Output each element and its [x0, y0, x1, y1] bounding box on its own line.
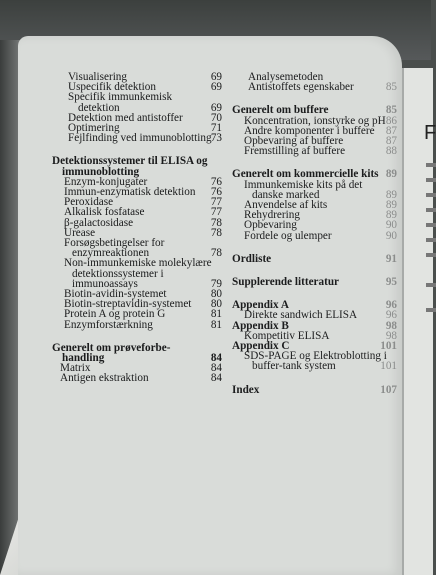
toc-page-number: 80	[210, 288, 222, 301]
toc-entry-title: Visualisering	[68, 71, 127, 83]
toc-page-number: 84	[210, 372, 222, 385]
toc-page-number: 84	[210, 352, 222, 365]
text-fragment	[426, 238, 436, 242]
toc-entry-title: Appendix A	[232, 299, 289, 312]
text-fragment	[426, 223, 436, 227]
toc-entry-title: Appendix C	[232, 340, 290, 353]
text-fragment	[426, 253, 436, 257]
toc-entry-title: Immunkemiske kits på det	[244, 178, 363, 191]
toc-entry-title: danske marked	[252, 188, 320, 201]
toc-entry-title: immunoassays	[72, 277, 138, 290]
toc-page-number: 90	[385, 229, 397, 242]
toc-entry	[232, 231, 397, 241]
toc-page-number: 81	[210, 318, 222, 331]
next-page-heading: F	[424, 122, 436, 144]
text-fragment	[426, 163, 436, 167]
toc-entry-title: Forsøgsbetingelser for	[64, 237, 165, 250]
toc-page-number: 70	[210, 111, 222, 124]
toc-page-number: 88	[385, 145, 397, 158]
toc-page-number: 101	[380, 340, 397, 353]
toc-entry-title: detektionssystemer i	[72, 267, 164, 280]
toc-page-number: 85	[385, 104, 397, 117]
toc-entry-title: Andre komponenter i buffere	[244, 124, 375, 137]
toc-entry-title: Opbevaring	[244, 219, 297, 232]
toc-page-number: 69	[210, 101, 222, 114]
toc-entry-title: SDS-PAGE og Elektroblotting i	[244, 350, 387, 363]
toc-entry-title: Appendix B	[232, 319, 289, 332]
toc-page-number: 80	[210, 298, 222, 311]
toc-entry-title: Fejlfinding ved immunoblotting	[68, 132, 212, 145]
toc-page-number: 89	[385, 199, 397, 212]
toc-entry-title: Fremstilling af buffere	[244, 145, 346, 158]
toc-entry-title: Direkte sandwich ELISA	[244, 309, 358, 322]
toc-entry-title: Alkalisk fosfatase	[64, 206, 145, 219]
toc-entry-title: Generelt om kommercielle kits	[232, 168, 379, 181]
toc-entry-title: Ordliste	[232, 252, 272, 265]
toc-page-number: 101	[380, 360, 397, 373]
toc-entry	[232, 82, 397, 92]
toc-section-heading	[232, 254, 397, 264]
toc-entry	[52, 320, 222, 330]
toc-entry-title: Urease	[64, 226, 96, 239]
toc-page-number: 69	[210, 71, 222, 83]
toc-page-number: 96	[385, 299, 397, 312]
toc-entry-title: detektion	[78, 101, 120, 114]
toc-entry-title: Protein A og protein G	[64, 308, 166, 321]
toc-page-number: 90	[385, 219, 397, 232]
toc-page-number: 87	[385, 124, 397, 137]
toc-entry-title: Index	[232, 383, 260, 396]
toc-entry-title: Matrix	[60, 362, 91, 375]
toc-page-number: 78	[210, 226, 222, 239]
text-fragment	[426, 208, 436, 212]
toc-entry	[52, 133, 222, 143]
toc-entry-title: Enzym-konjugater	[64, 175, 148, 188]
toc-page-number: 78	[210, 247, 222, 260]
toc-entry-title: Biotin-streptavidin-systemet	[64, 298, 192, 311]
toc-page-number: 76	[210, 175, 222, 188]
toc-page-number: 98	[385, 329, 397, 342]
toc-page-number: 81	[210, 308, 222, 321]
toc-column-left	[52, 72, 222, 384]
toc-page-number: 98	[385, 319, 397, 332]
toc-page-number: 87	[385, 135, 397, 148]
toc-entry-title: Optimering	[68, 122, 120, 135]
toc-entry-title: Detektion med antistoffer	[68, 111, 183, 124]
toc-entry-title: enzymreaktionen	[72, 247, 150, 260]
toc-page-number: 89	[385, 168, 397, 181]
toc-page-number: 107	[380, 383, 397, 396]
toc-entry-title: Detektionssystemer til ELISA og	[52, 155, 208, 168]
toc-entry-title: Generelt om buffere	[232, 104, 329, 117]
toc-entry-title: Enzymforstærkning	[64, 318, 153, 331]
toc-column-right	[232, 72, 397, 395]
toc-page-number: 86	[385, 114, 397, 127]
text-fragment	[426, 308, 436, 312]
toc-entry-title: Analysemetoden	[248, 71, 324, 83]
text-fragment	[426, 178, 436, 182]
toc-entry-title: Supplerende litteratur	[232, 276, 340, 289]
toc-entry-title: Immun-enzymatisk detektion	[64, 186, 196, 199]
toc-entry-title: Koncentration, ionstyrke og pH	[244, 114, 386, 127]
toc-entry-title: Rehydrering	[244, 209, 300, 222]
toc-page-number: 85	[385, 81, 397, 94]
toc-entry-title: Antistoffets egenskaber	[248, 81, 354, 94]
toc-entry-title: Uspecifik detektion	[68, 81, 156, 94]
toc-entry	[232, 146, 397, 156]
text-fragment	[426, 283, 436, 287]
toc-page-number: 84	[210, 362, 222, 375]
toc-page-number: 76	[210, 186, 222, 199]
toc-entry-title: Peroxidase	[64, 196, 114, 209]
toc-entry	[52, 373, 222, 383]
toc-entry-title: immunoblotting	[62, 165, 140, 178]
toc-section-heading	[232, 277, 397, 287]
toc-entry-title: Opbevaring af buffere	[244, 135, 344, 148]
toc-entry-title: Non-immunkemiske molekylære	[64, 257, 212, 270]
toc-page-number: 95	[385, 276, 397, 289]
toc-page-number: 96	[385, 309, 397, 322]
toc-entry-title: handling	[62, 352, 105, 365]
toc-page-number: 89	[385, 209, 397, 222]
toc-page-number: 73	[210, 132, 222, 145]
text-fragment	[426, 193, 436, 197]
toc-entry-title: Fordele og ulemper	[244, 229, 332, 242]
toc-page-number: 69	[210, 81, 222, 94]
toc-entry-title: β-galactosidase	[64, 216, 134, 229]
toc-entry-title: Biotin-avidin-systemet	[64, 288, 167, 301]
toc-page-number: 91	[385, 252, 397, 265]
toc-entry	[232, 361, 397, 371]
toc-entry-title: Antigen ekstraktion	[60, 372, 149, 385]
toc-page-number: 77	[210, 196, 222, 209]
next-page-edge	[402, 68, 436, 575]
toc-entry-title: Anvendelse af kits	[244, 199, 328, 212]
toc-page-number: 77	[210, 206, 222, 219]
toc-page-number: 71	[210, 122, 222, 135]
toc-page-number: 79	[210, 277, 222, 290]
toc-entry-title: Generelt om prøveforbe-	[52, 341, 171, 354]
toc-entry-title: Specifik immunkemisk	[68, 91, 173, 104]
toc-page-number: 78	[210, 216, 222, 229]
toc-section-heading	[232, 385, 397, 395]
toc-page-number: 89	[385, 188, 397, 201]
toc-entry-title: Kompetitiv ELISA	[244, 329, 330, 342]
toc-entry-title: buffer-tank system	[252, 360, 336, 373]
